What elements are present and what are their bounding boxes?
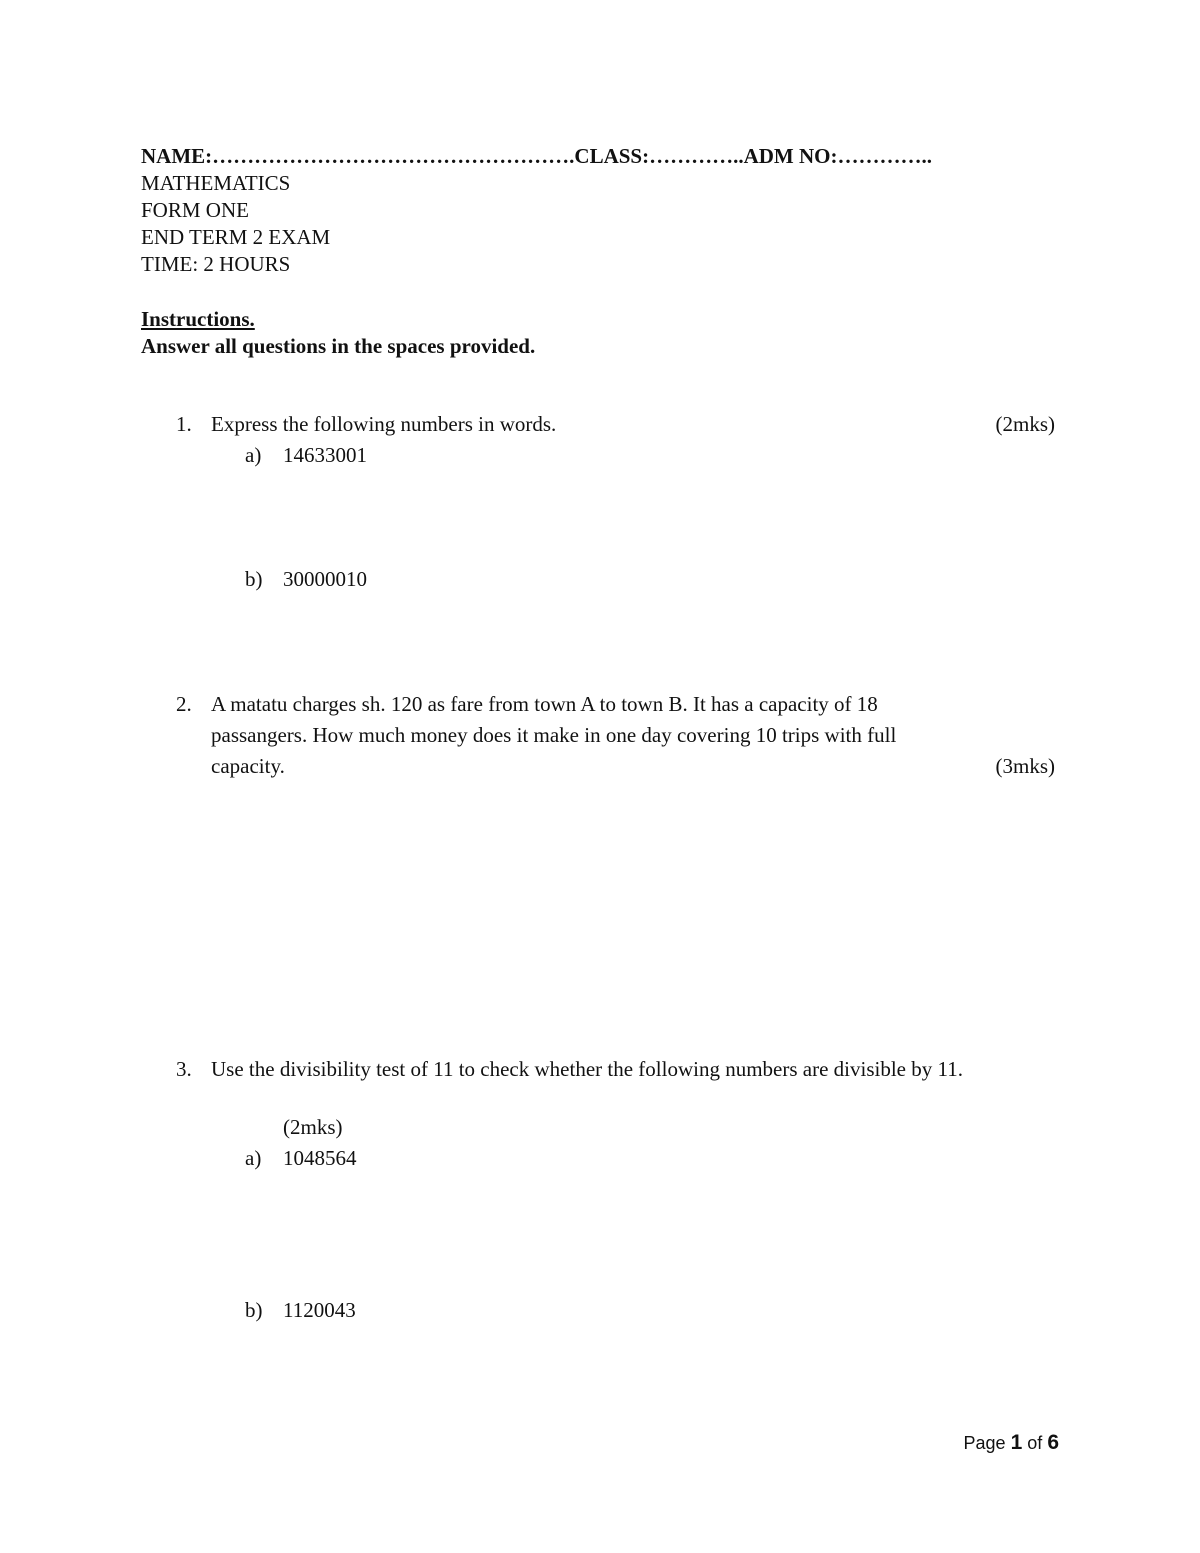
question-marks: (3mks) — [995, 754, 1055, 778]
part-value: 30000010 — [283, 567, 367, 591]
page-word: Page — [963, 1433, 1006, 1453]
current-page: 1 — [1010, 1431, 1023, 1454]
part-label: b) — [245, 567, 263, 591]
question-number: 2. — [176, 692, 192, 716]
of-word: of — [1027, 1433, 1043, 1453]
total-pages: 6 — [1047, 1431, 1059, 1454]
question-number: 1. — [176, 412, 192, 436]
part-label: b) — [245, 1298, 263, 1322]
student-details-line: NAME:…………………………………………….CLASS:…………..ADM NO:………….. — [141, 144, 932, 168]
question-marks: (2mks) — [283, 1115, 343, 1139]
part-label: a) — [245, 443, 262, 467]
question-marks: (2mks) — [995, 412, 1055, 436]
part-label: a) — [245, 1146, 262, 1170]
part-value: 1120043 — [283, 1298, 356, 1322]
instructions-heading: Instructions. — [141, 307, 255, 331]
exam-time: TIME: 2 HOURS — [141, 252, 291, 276]
question-number: 3. — [176, 1057, 192, 1081]
question-text-line: capacity. — [211, 754, 285, 778]
part-value: 14633001 — [283, 443, 367, 467]
part-value: 1048564 — [283, 1146, 357, 1170]
question-text-line: A matatu charges sh. 120 as fare from town A to town B. It has a capacity of 18 — [211, 692, 878, 716]
exam-title: END TERM 2 EXAM — [141, 225, 331, 249]
instructions-text: Answer all questions in the spaces provided. — [141, 334, 536, 358]
page-number-footer — [964, 1430, 1059, 1456]
subject-title: MATHEMATICS — [141, 171, 291, 195]
form-title: FORM ONE — [141, 198, 249, 222]
question-text: Use the divisibility test of 11 to check whether the following numbers are divisible by 11. — [211, 1057, 963, 1081]
question-text-line: passangers. How much money does it make in one day covering 10 trips with full — [211, 723, 897, 747]
question-text: Express the following numbers in words. — [211, 412, 557, 436]
